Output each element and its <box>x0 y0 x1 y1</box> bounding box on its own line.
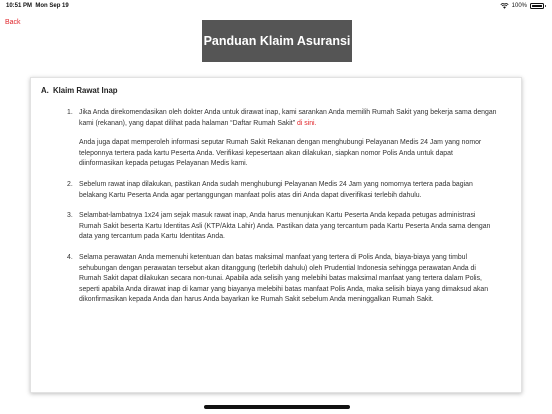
back-button[interactable]: Back <box>5 19 21 26</box>
section-heading <box>41 86 118 95</box>
wifi-icon <box>500 3 509 9</box>
status-bar <box>0 0 552 14</box>
status-time: 10:51 PM <box>6 3 33 9</box>
battery-icon <box>530 3 544 9</box>
status-right <box>500 3 544 9</box>
list-item-paragraph: Anda juga dapat memperoleh informasi seputar Rumah Sakit Rekanan dengan menghubungi Pelayanan Medis 24 Jam yang nomor teleponnya tertera pada kartu Peserta Anda. Verifikasi kepesertaan akan dilakukan, siapkan nomor Polis Anda untuk dapat diinformasikan kepada petugas Pelayanan Medis kami. <box>79 139 482 168</box>
list-item-number: 2. <box>67 180 73 188</box>
claim-steps-list <box>67 108 499 316</box>
list-item-number: 4. <box>67 253 73 261</box>
list-item-text-part: Jika Anda direkomendasikan oleh dokter Anda untuk dirawat inap, kami sarankan Anda memilih Rumah Sakit yang bekerja sama dengan kami (rekanan), yang dapat dilihat pada halaman “Daftar Rumah Sakit” <box>79 109 497 127</box>
battery-percent: 100% <box>511 3 527 9</box>
list-item-text: Sebelum rawat inap dilakukan, pastikan Anda sudah menghubungi Pelayanan Medis 24 Jam yang nomornya tertera pada bagian belakang Kartu Peserta Anda agar pertanggungan manfaat polis atas diri Anda dapat diverifikasi terlebih dahulu. <box>79 180 473 199</box>
section-letter: A. <box>41 86 49 95</box>
list-item-text: Selambat-lambatnya 1x24 jam sejak masuk rawat inap, Anda harus menunjukan Kartu Peserta Anda kepada petugas administrasi Rumah Sakit beserta Kartu Identitas Asli (KTP/Akta Lahir) Anda. Pastikan data yang tercantum pada Kartu Peserta Anda sama dengan data yang tercantum pada Kartu Identitas Anda. <box>79 212 491 241</box>
list-item-text <box>79 108 499 129</box>
hospital-list-link[interactable]: di sini. <box>296 119 317 127</box>
list-item-number: 3. <box>67 212 73 220</box>
list-item <box>67 253 499 306</box>
page-title-banner <box>202 20 352 62</box>
status-date: Mon Sep 19 <box>35 3 69 9</box>
list-item <box>67 108 499 170</box>
list-item-text: Selama perawatan Anda memenuhi ketentuan dan batas maksimal manfaat yang tertera di Polis Anda, biaya-biaya yang timbul sehubungan dengan perawatan tersebut akan ditanggung (terlebih dahulu) oleh Prudential Indonesia sehingga perawatan Anda di Rumah Sakit dapat dilakukan secara non-tunai. Apabila ada selisih yang melebihi batas maksimal manfaat yang tertera dalam Polis, seperti apabila Anda dirawat inap di kamar yang biayanya melebihi batas manfaat Polis Anda, maka selisih biaya yang dimaksud akan dikonfirmasikan kepada Anda dan harus Anda bayarkan ke Rumah Sakit sebelum Anda meninggalkan Rumah Sakit. <box>79 253 489 304</box>
list-item-number: 1. <box>67 109 73 116</box>
list-item <box>67 211 499 243</box>
list-item <box>67 180 499 201</box>
home-indicator[interactable] <box>204 405 350 409</box>
content-card <box>30 77 522 393</box>
section-title: Klaim Rawat Inap <box>53 86 118 95</box>
status-time-date <box>6 3 69 9</box>
page-title: Panduan Klaim Asuransi <box>203 34 351 48</box>
